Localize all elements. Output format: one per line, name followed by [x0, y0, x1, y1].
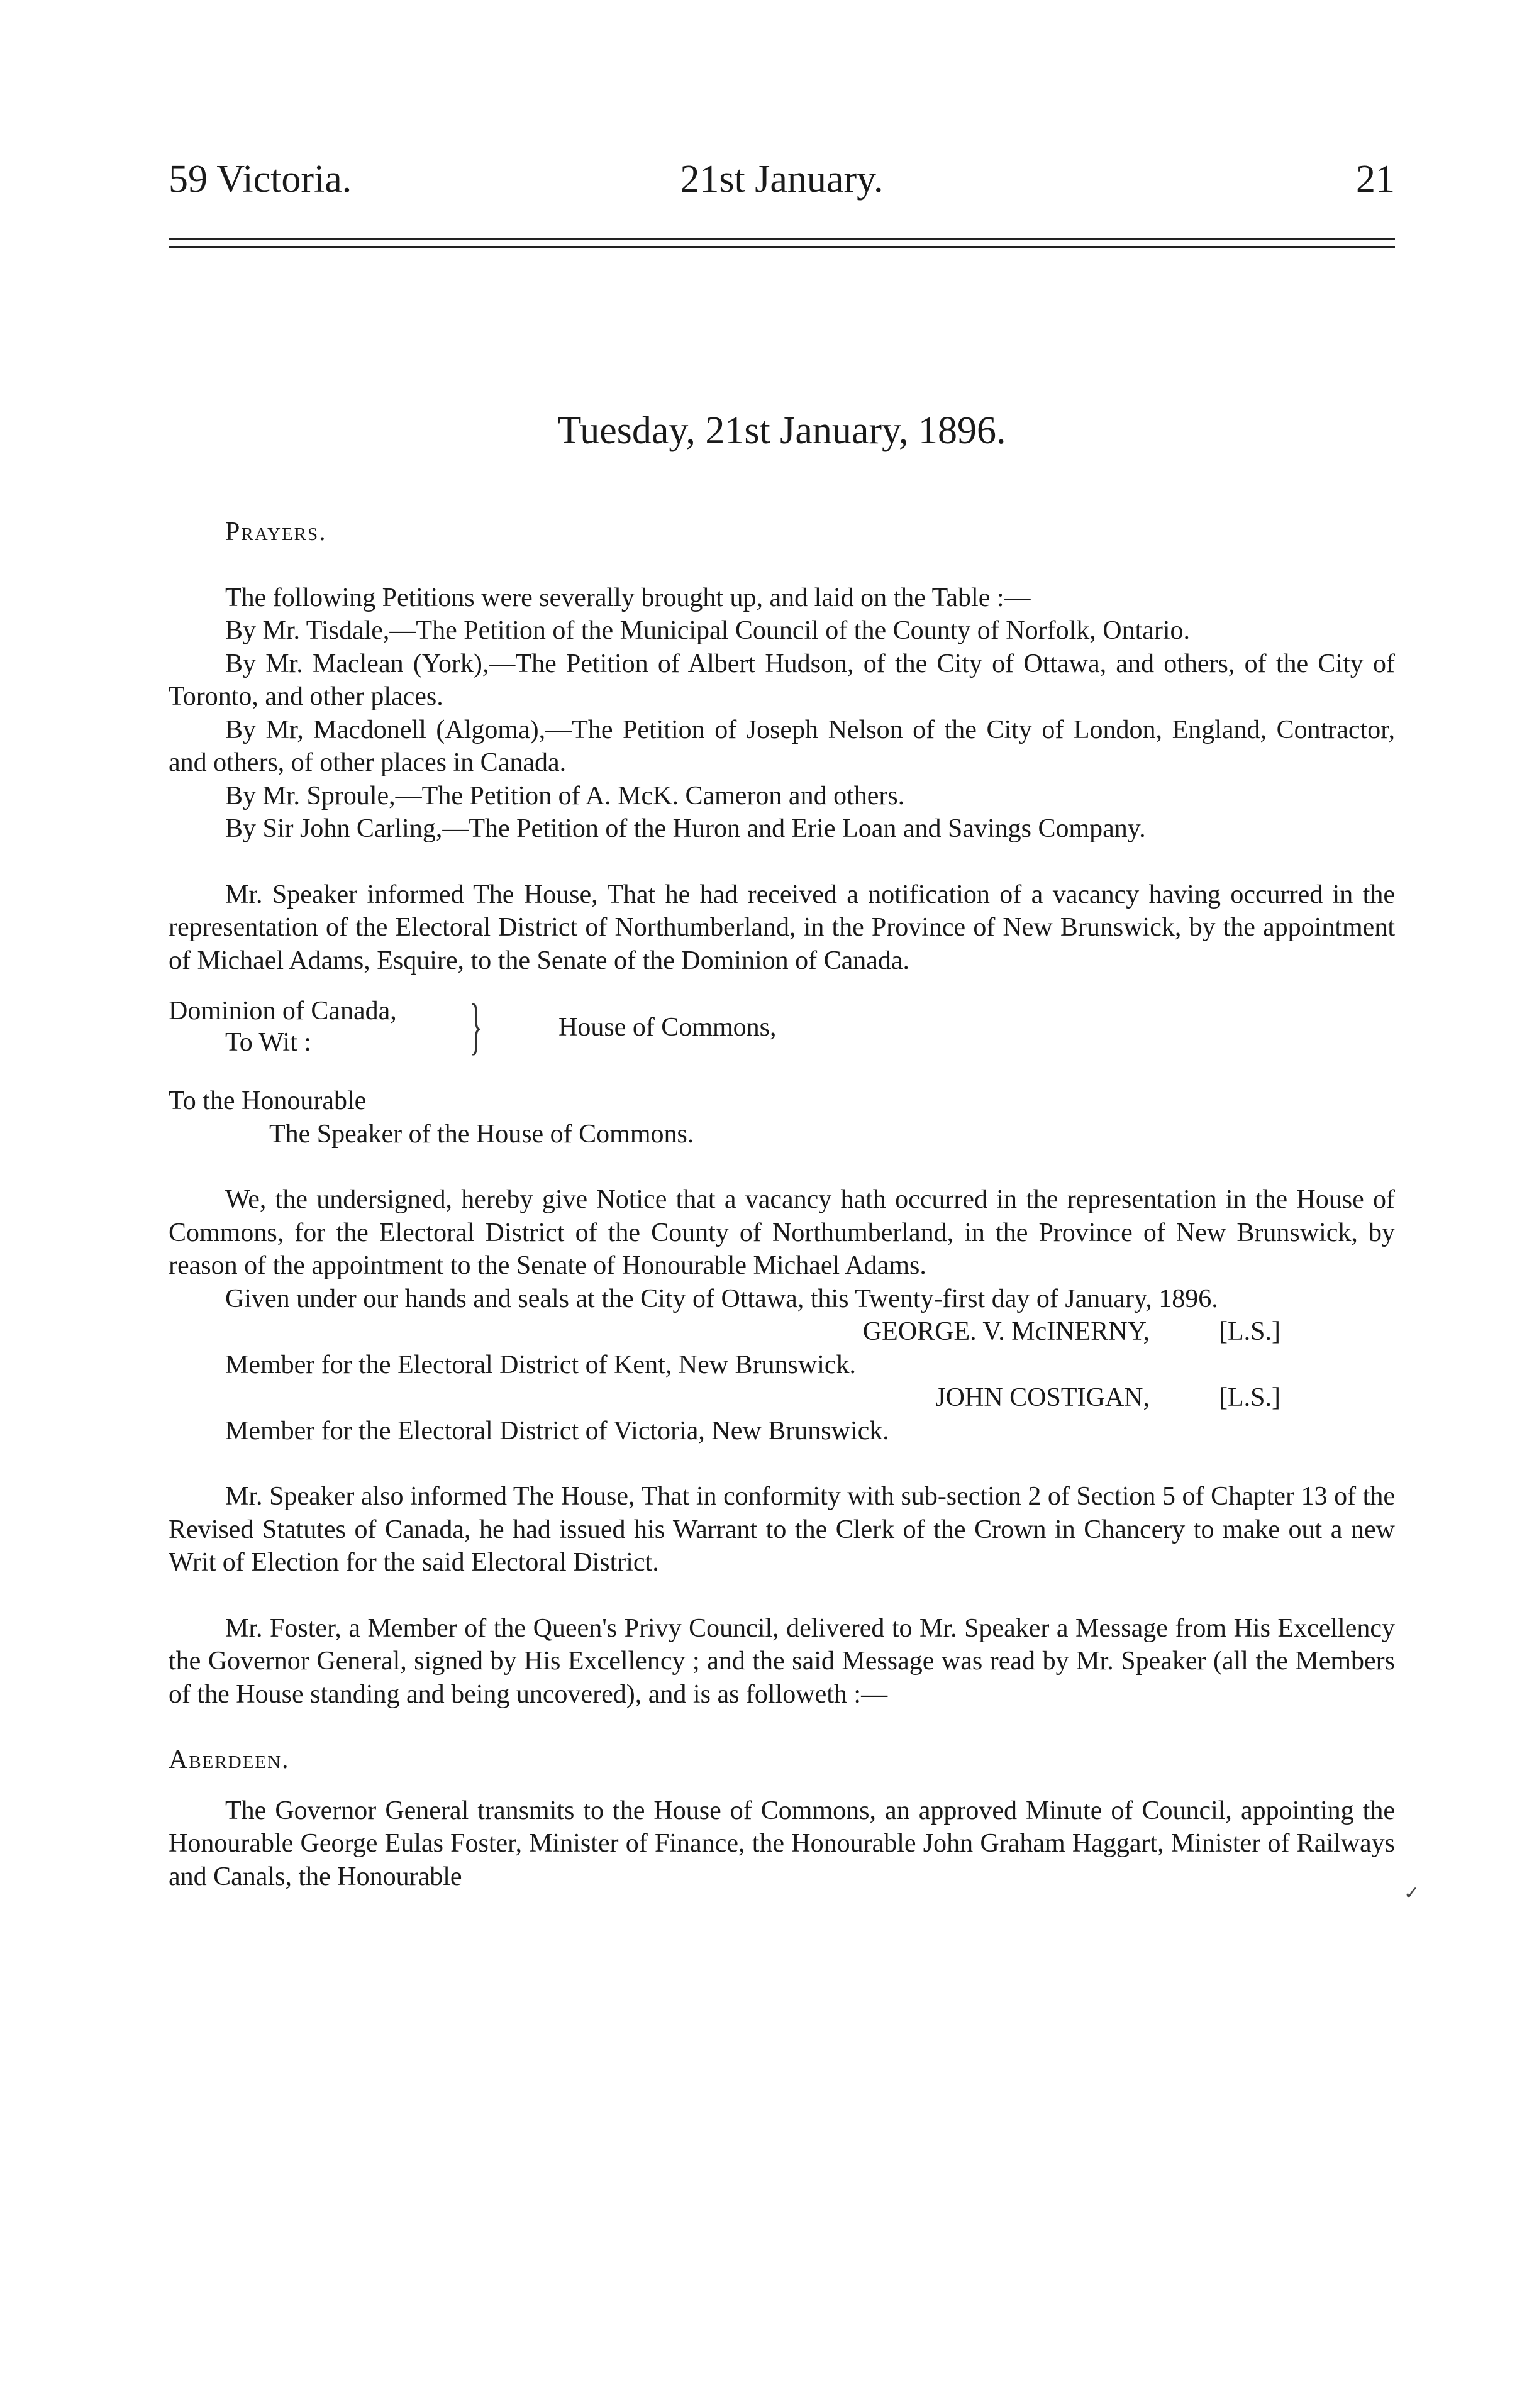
- seal-mark: [L.S.]: [1219, 1317, 1280, 1346]
- aberdeen-signature: Aberdeen.: [169, 1745, 290, 1774]
- signature-row: [169, 1381, 1395, 1415]
- petition-item: By Mr. Tisdale,—The Petition of the Municipal Council of the County of Norfolk, Ontario.: [225, 616, 1191, 645]
- foster-message-paragraph: Mr. Foster, a Member of the Queen's Privy Council, delivered to Mr. Speaker a Message from His Excellency the Governor General, signed by His Excellency ; and the said Message was read by Mr. Speaker (all the Members of the House standing and being uncovered), and is as followeth :—: [169, 1613, 1395, 1709]
- signatory-name: GEORGE. V. McINERNY,: [862, 1317, 1150, 1346]
- signatory-district: Member for the Electoral District of Victoria, New Brunswick.: [225, 1416, 889, 1445]
- petition-item: By Mr. Maclean (York),—The Petition of Albert Hudson, of the City of Ottawa, and others, of the City of Toronto, and other places.: [169, 649, 1395, 711]
- speaker-vacancy-paragraph: Mr. Speaker informed The House, That he had received a notification of a vacancy having occurred in the representation of the Electoral District of Northumberland, in the Province of New Brunswick, by the appointment of Michael Adams, Esquire, to the Senate of the Dominion of Canada.: [169, 880, 1395, 975]
- signatory-district: Member for the Electoral District of Kent, New Brunswick.: [225, 1350, 857, 1379]
- header-session: 59 Victoria.: [169, 158, 352, 201]
- journal-body: [169, 516, 1395, 1893]
- header-date: 21st January.: [680, 158, 884, 201]
- page-number: 21: [1356, 158, 1395, 201]
- dominion-label: Dominion of Canada,: [169, 997, 397, 1025]
- notice-heading: [169, 991, 1395, 1067]
- margin-check-mark: ✓: [1404, 1883, 1420, 1904]
- petitions-intro: The following Petitions were severally brought up, and laid on the Table :—: [225, 583, 1031, 612]
- to-wit-label: To Wit :: [225, 1028, 311, 1057]
- prayers-heading: Prayers.: [225, 517, 327, 546]
- notice-given: Given under our hands and seals at the City of Ottawa, this Twenty-first day of January, 1896.: [225, 1284, 1218, 1313]
- day-title: Tuesday, 21st January, 1896.: [557, 409, 1006, 452]
- header-rule-top: [169, 238, 1395, 240]
- house-of-commons-label: House of Commons,: [558, 1013, 777, 1042]
- petition-item: By Mr, Macdonell (Algoma),—The Petition of Joseph Nelson of the City of London, England, Contractor, and others, of other places in Canada.: [169, 715, 1395, 777]
- address-speaker-line: The Speaker of the House of Commons.: [269, 1119, 694, 1149]
- notice-body: We, the undersigned, hereby give Notice that a vacancy hath occurred in the representation in the House of Commons, for the Electoral District of the County of Northumberland, in the Province of New Brunswick, by reason of the appointment to the Senate of Honourable Michael Adams.: [169, 1185, 1395, 1280]
- signatory-name: JOHN COSTIGAN,: [935, 1383, 1150, 1412]
- header-rule-bottom: [169, 246, 1395, 248]
- petition-item: By Sir John Carling,—The Petition of the Huron and Erie Loan and Savings Company.: [225, 814, 1146, 843]
- warrant-paragraph: Mr. Speaker also informed The House, That in conformity with sub-section 2 of Section 5 of Chapter 13 of the Revised Statutes of Canada, he had issued his Warrant to the Clerk of the Crown in Chancery to make out a new Writ of Election for the said Electoral District.: [169, 1482, 1395, 1577]
- address-line: To the Honourable: [169, 1086, 367, 1115]
- signature-row: [169, 1315, 1395, 1349]
- brace-glyph: }: [469, 991, 483, 1061]
- petition-item: By Mr. Sproule,—The Petition of A. McK. Cameron and others.: [225, 781, 905, 810]
- running-header: [169, 157, 1395, 220]
- seal-mark: [L.S.]: [1219, 1383, 1280, 1412]
- governor-message-paragraph: The Governor General transmits to the House of Commons, an approved Minute of Council, appointing the Honourable George Eulas Foster, Minister of Finance, the Honourable John Graham Haggart, Minister of Railways and Canals, the Honourable: [169, 1796, 1395, 1891]
